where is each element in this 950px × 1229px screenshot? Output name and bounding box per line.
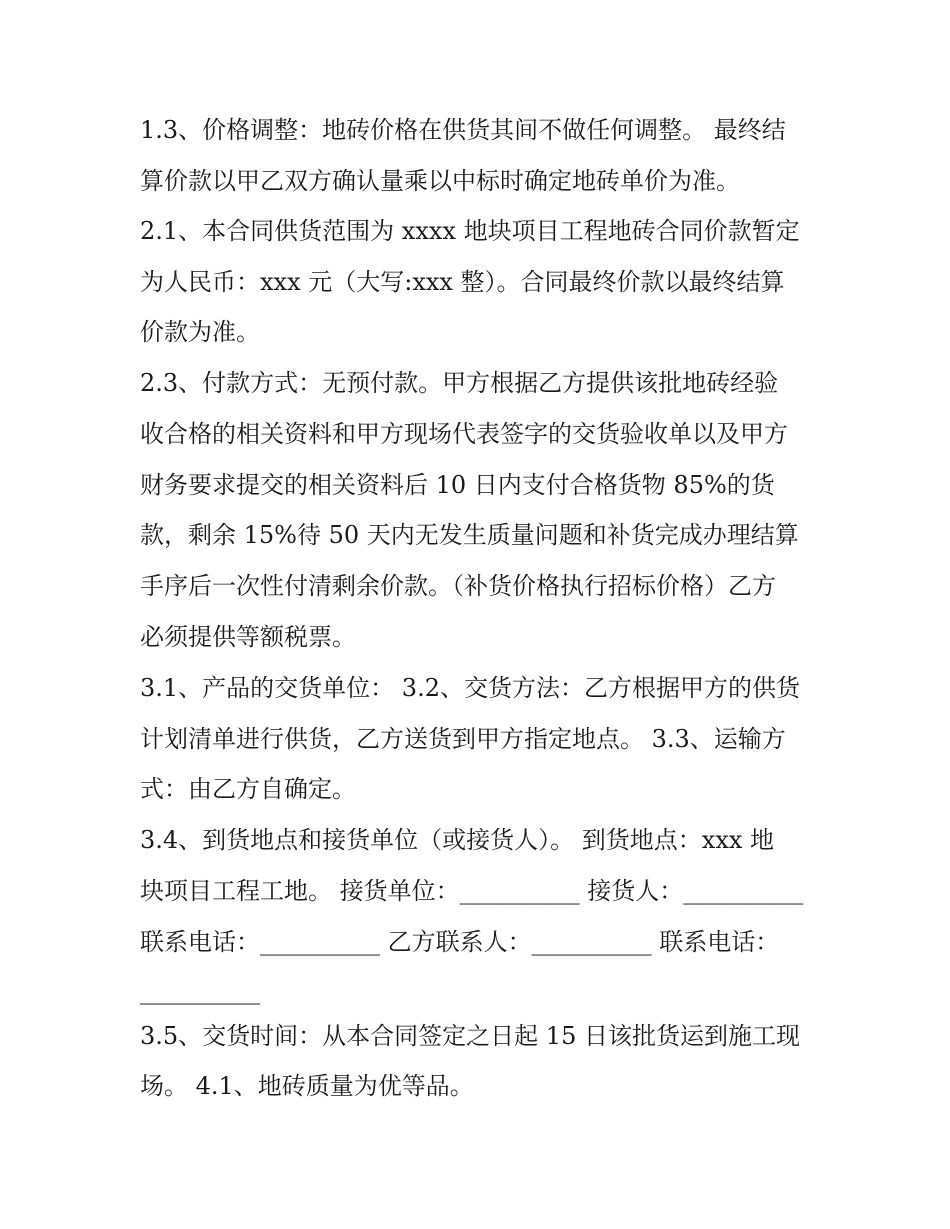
- text-line: 联系电话：__________ 乙方联系人：__________ 联系电话：: [140, 928, 780, 956]
- text-line: 3.4、到货地点和接货单位（或接货人）。 到货地点：xxx 地: [140, 826, 775, 854]
- text-line: 价款为准。: [140, 318, 260, 346]
- text-line: 式：由乙方自确定。: [140, 775, 356, 803]
- text-line: 算价款以甲乙双方确认量乘以中标时确定地砖单价为准。: [140, 167, 740, 195]
- text-line: 3.5、交货时间：从本合同签定之日起 15 日该批货运到施工现: [140, 1022, 800, 1050]
- text-line: 场。 4.1、地砖质量为优等品。: [140, 1072, 474, 1100]
- text-line: 块项目工程工地。 接货单位：__________ 接货人：__________: [140, 877, 804, 905]
- text-line: 计划清单进行供货，乙方送货到甲方指定地点。 3.3、运输方: [140, 725, 786, 753]
- text-line: 必须提供等额税票。: [140, 623, 356, 651]
- text-line: 财务要求提交的相关资料后 10 日内支付合格货物 85%的货: [140, 471, 775, 499]
- text-line: 手序后一次性付清剩余价款。（补货价格执行招标价格）乙方: [140, 572, 776, 600]
- text-line: 2.3、付款方式：无预付款。甲方根据乙方提供该批地砖经验: [140, 369, 779, 397]
- text-line: 2.1、本合同供货范围为 xxxx 地块项目工程地砖合同价款暂定: [140, 217, 800, 245]
- text-line: 为人民币：xxx 元（大写:xxx 整）。合同最终价款以最终结算: [140, 268, 785, 296]
- text-line: 1.3、价格调整：地砖价格在供货其间不做任何调整。 最终结: [140, 116, 786, 144]
- text-line: 3.1、产品的交货单位： 3.2、交货方法：乙方根据甲方的供货: [140, 674, 800, 702]
- text-line: 款，剩余 15%待 50 天内无发生质量问题和补货完成办理结算: [140, 521, 799, 549]
- text-line: 收合格的相关资料和甲方现场代表签字的交货验收单以及甲方: [140, 420, 788, 448]
- text-line: __________: [140, 977, 260, 1005]
